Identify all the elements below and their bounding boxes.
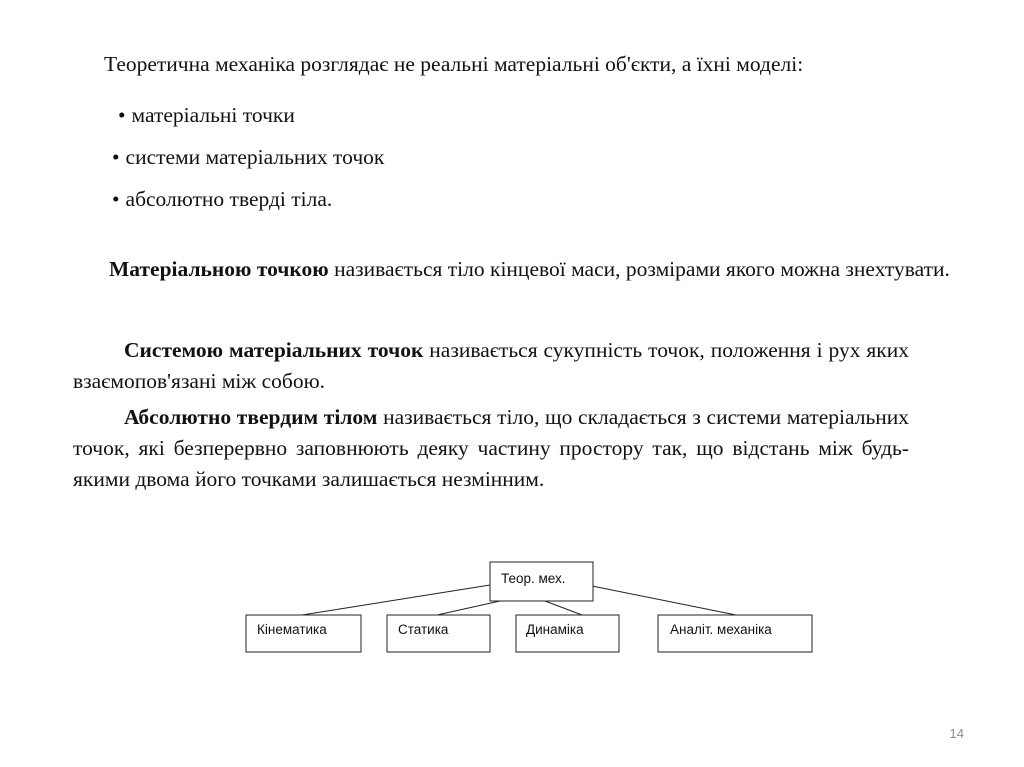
page-number: 14 [949, 726, 964, 741]
term-material-point: Матеріальною точкою [109, 257, 329, 281]
list-item-text: системи матеріальних точок [125, 145, 385, 169]
node-statics-label: Статика [398, 622, 449, 637]
connector-line [545, 601, 582, 615]
list-item-text: матеріальні точки [131, 103, 295, 127]
term-system: Системою матеріальних точок [124, 338, 424, 362]
definition-text: називається тіло кінцевої маси, розмірами якого можна знехтувати. [328, 257, 950, 281]
bullet-icon: • [112, 145, 120, 169]
node-analytical-label: Аналіт. механіка [670, 622, 772, 637]
connector-line [437, 601, 500, 615]
connector-line [592, 586, 736, 615]
node-root-label: Теор. мех. [501, 571, 566, 586]
term-rigid-body: Абсолютно твердим тілом [124, 405, 378, 429]
node-kinematics-label: Кінематика [257, 622, 327, 637]
list-item-text: абсолютно тверді тіла. [125, 187, 333, 211]
definition-text: називається тіло, що складається з системи матеріальних точок, які безперервно заповнюють деяку частину простору так, що відстань між будь-якими двома його точками залишається незмінним. [73, 405, 910, 491]
node-dynamics-label: Динаміка [526, 622, 584, 637]
bullet-icon: • [118, 103, 126, 127]
bullet-icon: • [112, 187, 120, 211]
intro-text: Теоретична механіка розглядає не реальні матеріальні об'єкти, а їхні моделі: [104, 52, 804, 76]
connector-line [302, 585, 490, 615]
definition-text: називається сукупність точок, положення і рух яких взаємопов'язані між собою. [73, 338, 909, 393]
